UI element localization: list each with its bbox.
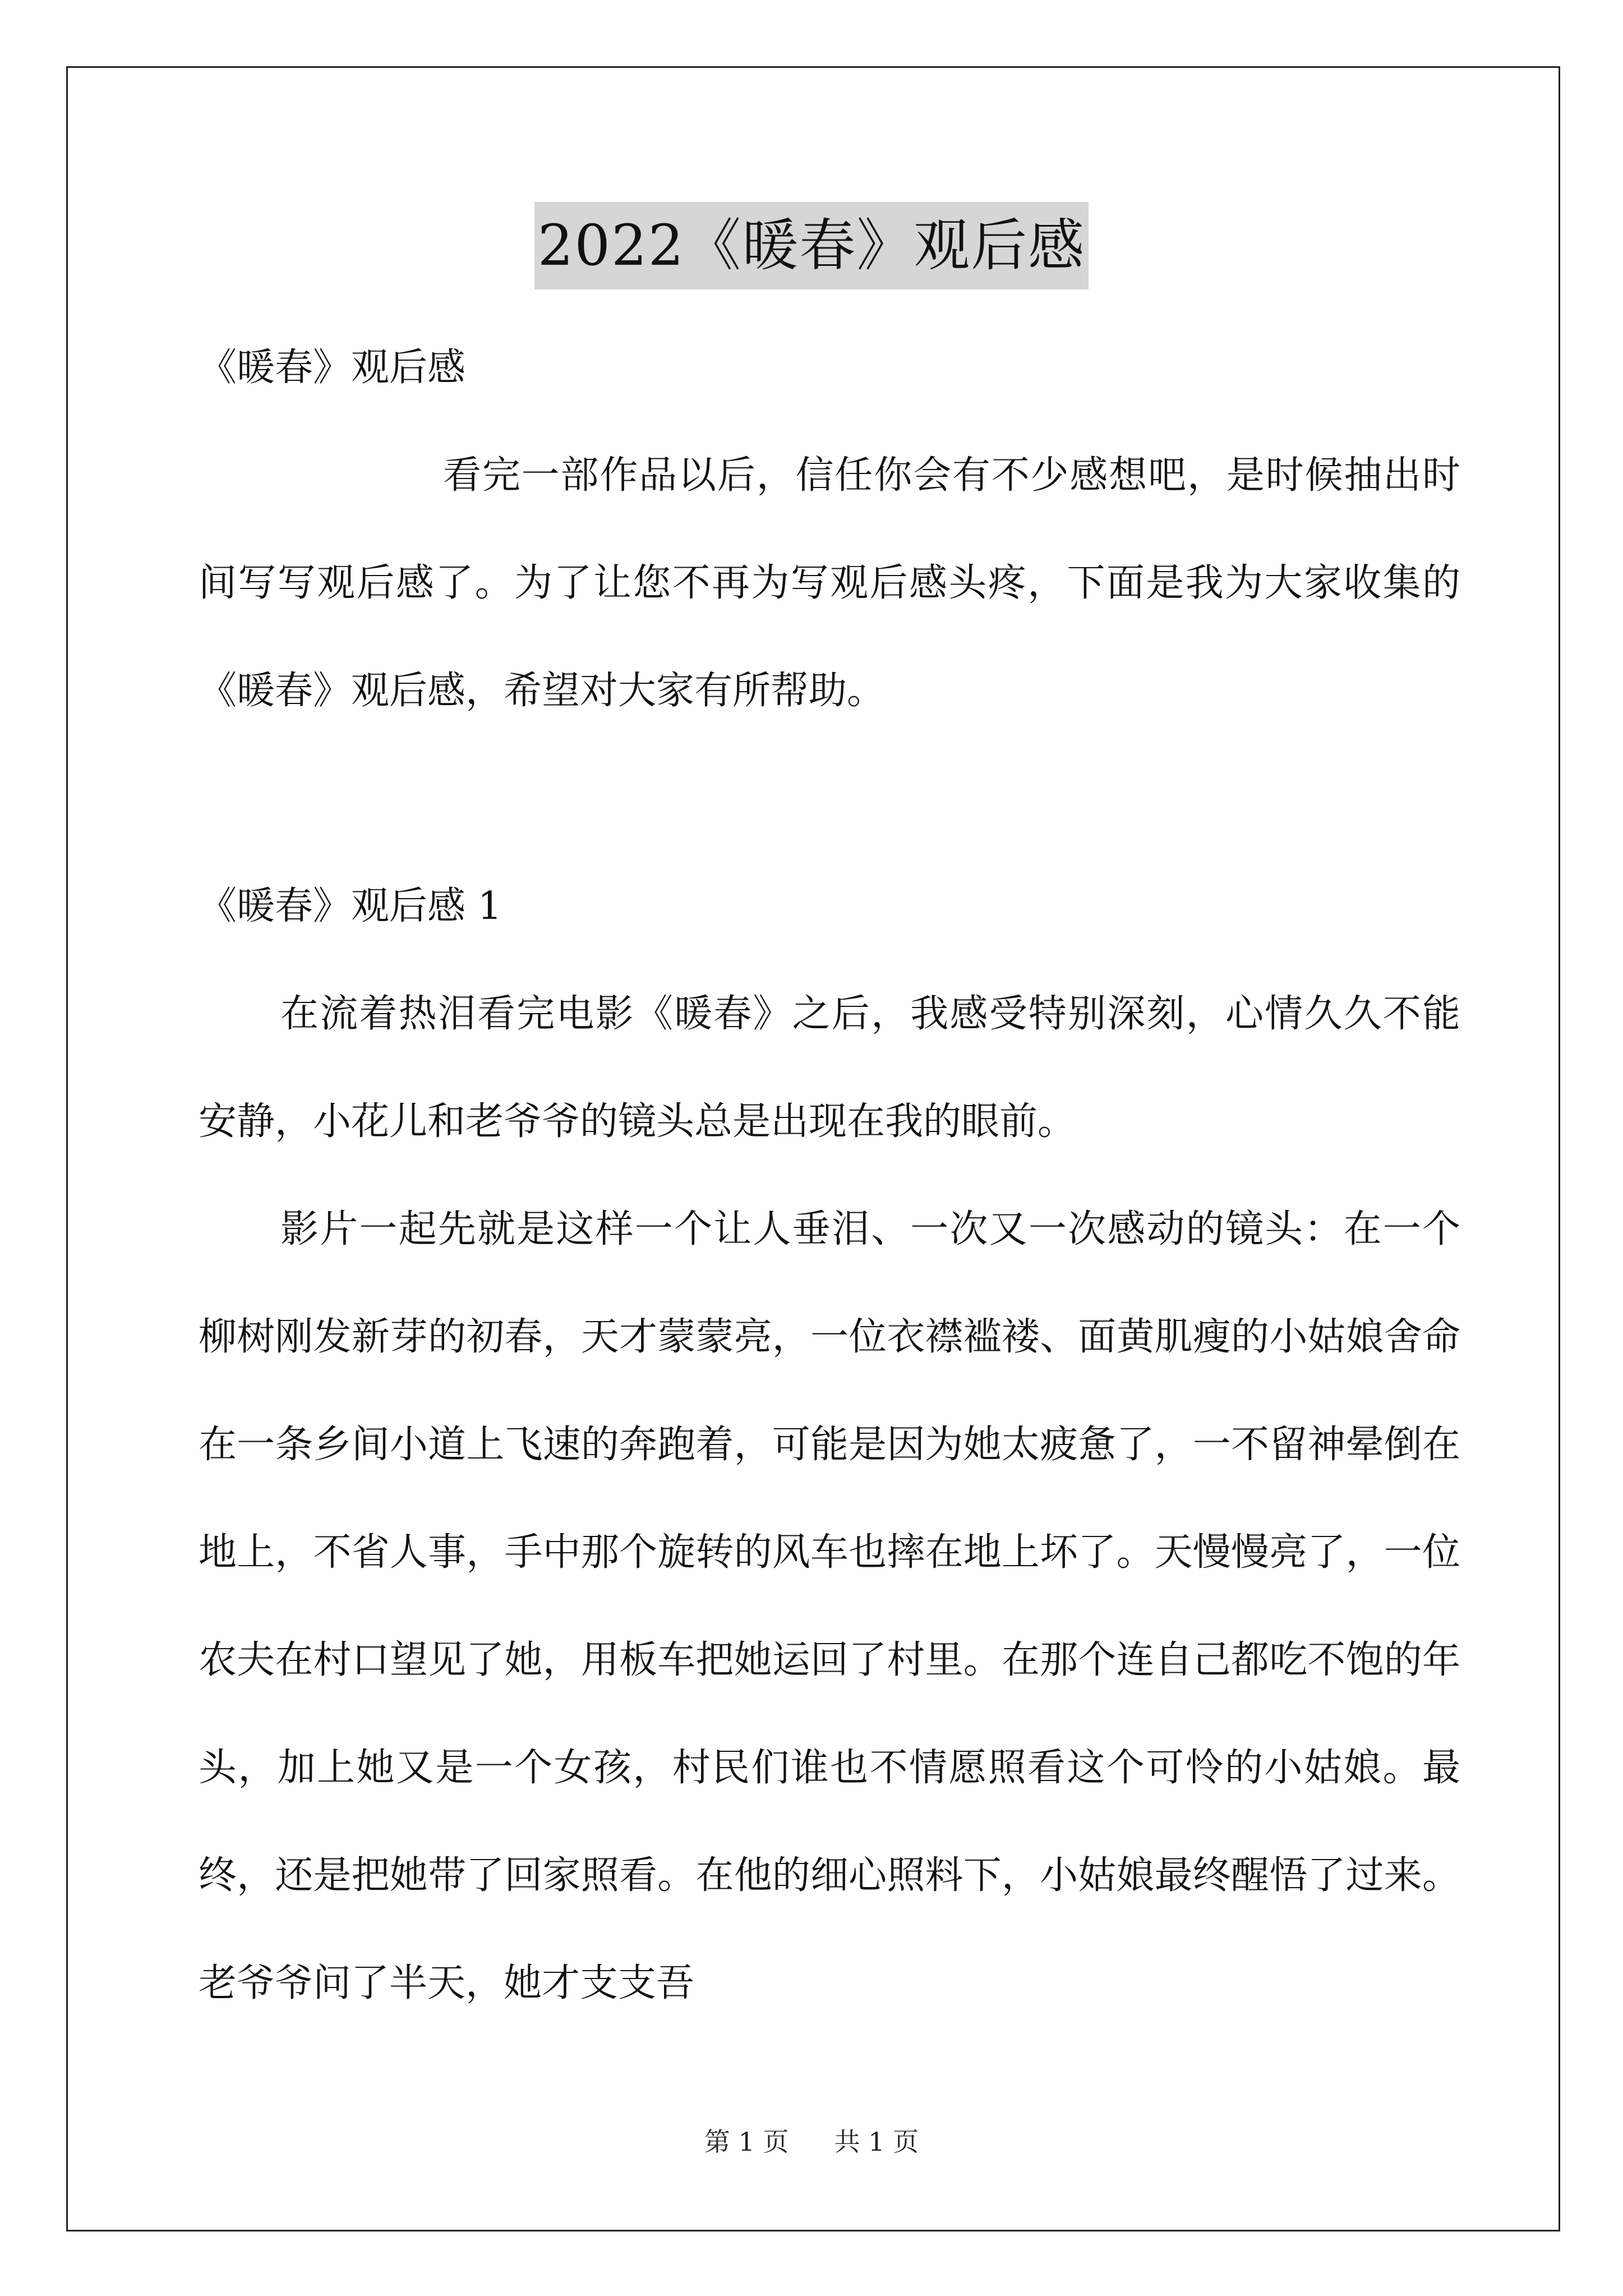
body-paragraph-2: 影片一起先就是这样一个让人垂泪、一次又一次感动的镜头：在一个柳树刚发新芽的初春，天才蒙蒙亮，一位衣襟褴褛、面黄肌瘦的小姑娘舍命在一条乡间小道上飞速的奔跑着，可能是因为她太疲惫了，一不留神晕倒在地上，不省人事，手中那个旋转的风车也摔在地上坏了。天慢慢亮了，一位农夫在村口望见了她，用板车把她运回了村里。在那个连自己都吃不饱的年头，加上她又是一个女孩，村民们谁也不情愿照看这个可怜的小姑娘。最终，还是把她带了回家照看。在他的细心照料下，小姑娘最终醒悟了过来。老爷爷问了半天，她才支支吾	[199, 1207, 1460, 2005]
document-body	[199, 314, 1460, 2037]
page-number: 第 1 页	[704, 2127, 789, 2157]
body-paragraph-1: 在流着热泪看完电影《暖春》之后，我感受特别深刻，心情久久不能安静，小花儿和老爷爷的镜头总是出现在我的眼前。	[199, 992, 1460, 1144]
document-title: 2022《暖春》观后感	[534, 202, 1089, 289]
document-subtitle: 《暖春》观后感	[199, 346, 466, 390]
section-heading: 《暖春》观后感 1	[199, 884, 502, 928]
title-container	[0, 202, 1623, 289]
section-gap	[199, 745, 1460, 853]
intro-paragraph: 看完一部作品以后，信任你会有不少感想吧，是时候抽出时间写写观后感了。为了让您不再为写观后感头疼，下面是我为大家收集的《暖春》观后感，希望对大家有所帮助。	[199, 453, 1460, 713]
page-footer	[0, 2125, 1623, 2159]
page-total: 共 1 页	[834, 2127, 919, 2157]
